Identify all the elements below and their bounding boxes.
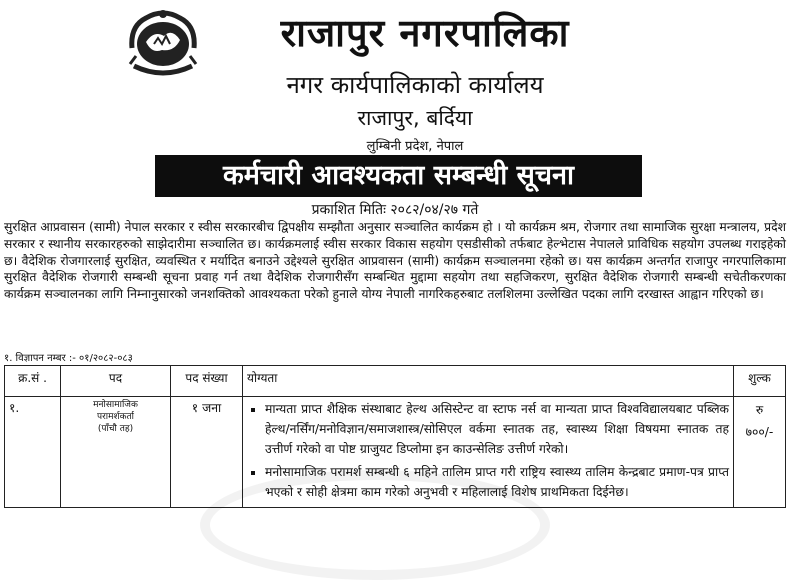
notice-title-banner: कर्मचारी आवश्यकता सम्बन्धी सूचना bbox=[155, 155, 642, 197]
notice-body: सुरक्षित आप्रवासन (सामी) नेपाल सरकार र स्वीस सरकारबीच द्विपक्षीय सम्झौता अनुसार सञ्चालित कार्यक्रम हो । यो कार्यक्रम श्रम, रोजगार तथा सामाजिक सुरक्षा मन्त्रालय, प्रदेश सरकार र स्थानीय सरकारहरुको साझेदारीमा सञ्चालित छ। कार्यक्रमलाई स्वीस सरकार विकास सहयोग एसडीसीको तर्फबाट हेल्भेटास नेपालले प्राविधिक सहयोग उपलब्ध गराइहेको छ। वैदेशिक रोजगारलाई सुरक्षित, व्यवस्थित र मर्यादित बनाउने उद्देश्यले सुरक्षित आप्रवासन (सामी) कार्यक्रम सञ्चालनमा रहेको छ। यस कार्यक्रम अन्तर्गत राजापुर नगरपालिकामा सुरक्षित वैदेशिक रोजगारी सम्बन्धी सूचना प्रवाह गर्न तथा वैदेशिक रोजगारीसँग सम्बन्धित मुद्दामा सहयोग तथा सहजिकरण, सुरक्षित वैदेशिक रोजगारी सम्बन्धी सचेतीकरणका कार्यक्रम सञ्चालनका लागि निम्नानुसारको जनशक्तिको आवश्यकता परेको हुनाले योग्य नेपाली नागरिकहरुबाट तलशिलमा उल्लेखित पदका लागि दरखास्त आह्वान गरिएको छ। bbox=[4, 220, 787, 302]
row-fee bbox=[734, 397, 786, 508]
fee-amount: ७००/- bbox=[745, 425, 774, 439]
row-qualifications bbox=[243, 397, 734, 508]
vacancy-table bbox=[4, 365, 786, 508]
header-qualification: योग्यता bbox=[243, 366, 734, 397]
province: लुम्बिनी प्रदेश, नेपाल bbox=[366, 139, 464, 154]
table-row bbox=[5, 397, 786, 508]
row-post bbox=[61, 397, 171, 508]
fee-currency: रु bbox=[755, 403, 764, 417]
location: राजापुर, बर्दिया bbox=[357, 106, 473, 130]
qualification-item: ▪ मान्यता प्राप्त शैक्षिक संस्थाबाट हेल्थ असिस्टेन्ट वा स्टाफ नर्स वा मान्यता प्राप्त विश्वविद्यालयबाट पब्लिक हेल्थ/नर्सिंग/मनोविज्ञान/समाजशास्त्र/सोसिएल वर्कमा स्नातक तह, स्वास्थ्य शिक्षा विषयमा स्नातक तह उत्तीर्ण गरेको वा पोष्ट ग्राजुयट डिप्लोमा इन काउन्सेलिङ उत्तीर्ण गरेको। bbox=[265, 399, 729, 459]
row-sn: १. bbox=[5, 397, 61, 508]
row-count: १ जना bbox=[171, 397, 243, 508]
header-fee: शुल्क bbox=[734, 366, 786, 397]
table-header-row bbox=[5, 366, 786, 397]
qualification-item: ▪ मनोसामाजिक परामर्श सम्बन्धी ६ महिने तालिम प्राप्त गरी राष्ट्रिय स्वास्थ्य तालिम केन्द्रबाट प्रमाण-पत्र प्राप्त भएको र सोही क्षेत्रमा काम गरेको अनुभवी र महिलालाई विशेष प्राथमिकता दिईनेछ। bbox=[265, 462, 729, 502]
ad-number: १. विज्ञापन नम्बर :- ०१/२०८२-०८३ bbox=[4, 353, 133, 364]
header-post: पद bbox=[61, 366, 171, 397]
post-line: मनोसामाजिक bbox=[93, 400, 138, 410]
office-name: नगर कार्यपालिकाको कार्यालय bbox=[286, 71, 544, 99]
org-name: राजापुर नगरपालिका bbox=[280, 11, 570, 55]
header-sn: क्र.सं . bbox=[5, 366, 61, 397]
published-date: प्रकाशित मितिः २०८२/०४/२७ गते bbox=[311, 202, 479, 218]
post-line: (पाँचौ तह) bbox=[97, 424, 134, 434]
post-line: परामर्शकर्ता bbox=[97, 412, 134, 422]
header-count: पद संख्या bbox=[171, 366, 243, 397]
